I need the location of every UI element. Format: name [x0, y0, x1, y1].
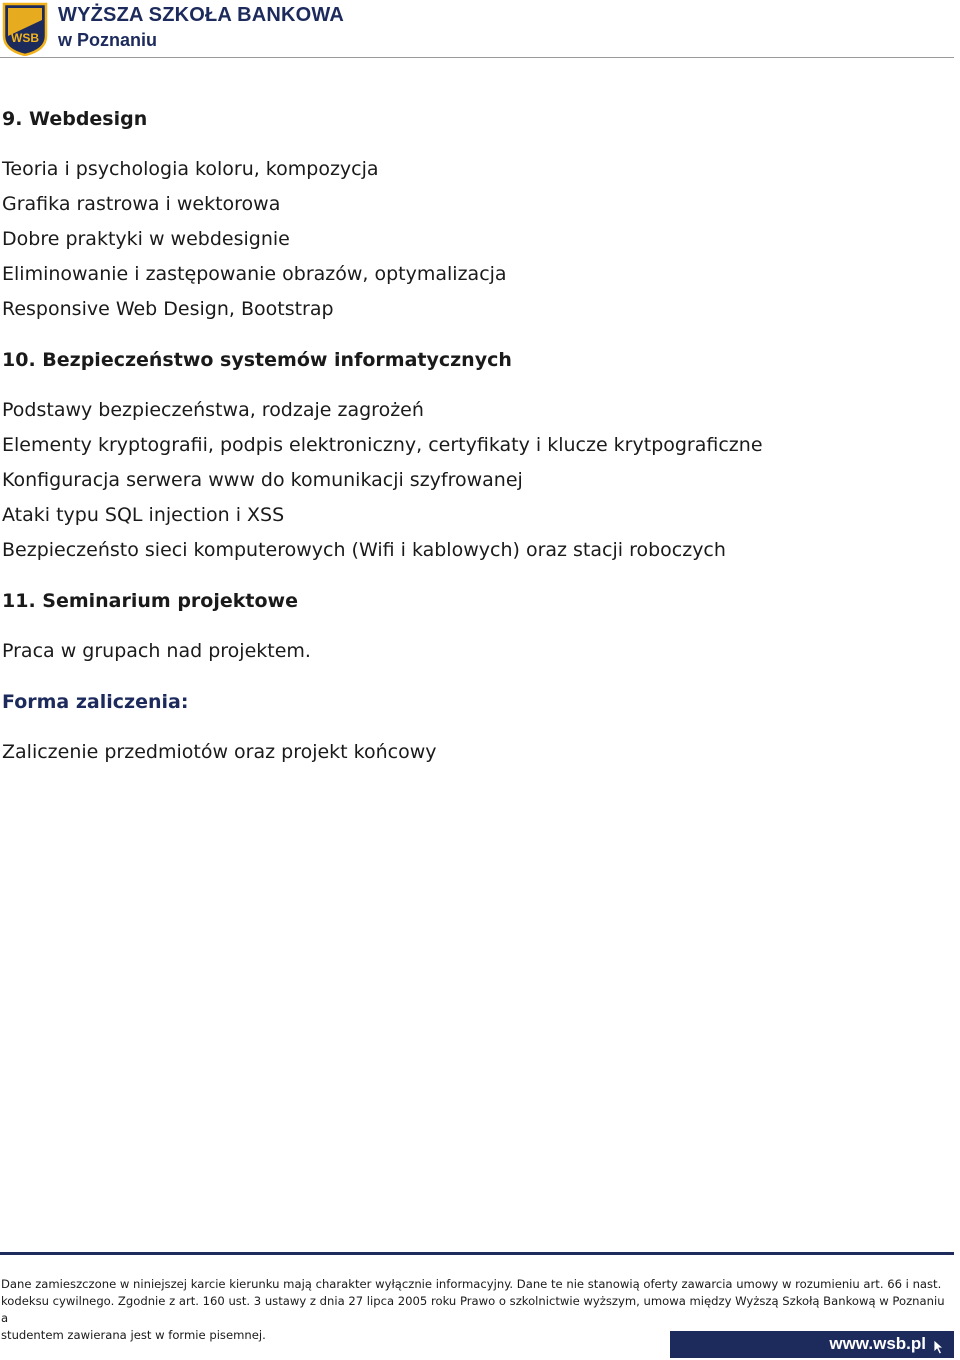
list-item: Elementy kryptografii, podpis elektroniczny, certyfikaty i klucze krytpograficzne [2, 434, 763, 456]
page-header [0, 0, 960, 60]
list-item: Teoria i psychologia koloru, kompozycja [2, 158, 379, 180]
footer-url-bar[interactable] [670, 1331, 954, 1358]
section-title: 11. Seminarium projektowe [2, 590, 298, 612]
list-item: Eliminowanie i zastępowanie obrazów, optymalizacja [2, 263, 507, 285]
list-item: Praca w grupach nad projektem. [2, 640, 311, 662]
disclaimer-line: studentem zawierana jest w formie pisemnej. [1, 1328, 266, 1342]
university-city: w Poznaniu [58, 30, 157, 50]
university-name: WYŻSZA SZKOŁA BANKOWA [58, 4, 345, 26]
wsb-shield-logo-icon [2, 2, 48, 56]
cursor-arrow-icon [933, 1339, 945, 1355]
course-content [2, 104, 952, 770]
section-seminar [2, 586, 952, 669]
logo-badge-text: WSB [11, 31, 39, 45]
list-item: Konfiguracja serwera www do komunikacji szyfrowanej [2, 469, 523, 491]
list-item: Responsive Web Design, Bootstrap [2, 298, 334, 320]
disclaimer-line: kodeksu cywilnego. Zgodnie z art. 160 ust. 3 ustawy z dnia 27 lipca 2005 roku Prawo o szkolnictwie wyższym, umowa między Wyższą Szkołą Bankową w Poznaniu a [1, 1294, 945, 1325]
assessment-title: Forma zaliczenia: [2, 691, 189, 713]
list-item: Podstawy bezpieczeństwa, rodzaje zagrożeń [2, 399, 424, 421]
assessment-text: Zaliczenie przedmiotów oraz projekt końcowy [2, 741, 437, 763]
section-assessment [2, 687, 952, 770]
disclaimer-line: Dane zamieszczone w niniejszej karcie kierunku mają charakter wyłącznie informacyjny. Dane te nie stanowią oferty zawarcia umowy w rozumieniu art. 66 i nast. [1, 1277, 942, 1291]
list-item: Grafika rastrowa i wektorowa [2, 193, 281, 215]
section-webdesign [2, 104, 952, 327]
section-title: 10. Bezpieczeństwo systemów informatycznych [2, 349, 512, 371]
website-link[interactable]: www.wsb.pl [829, 1334, 926, 1353]
list-item: Ataki typu SQL injection i XSS [2, 504, 285, 526]
section-security [2, 345, 952, 568]
header-divider [0, 57, 954, 58]
list-item: Dobre praktyki w webdesignie [2, 228, 290, 250]
section-title: 9. Webdesign [2, 108, 148, 130]
list-item: Bezpieczeństo sieci komputerowych (Wifi i kablowych) oraz stacji roboczych [2, 539, 726, 561]
footer-divider [0, 1252, 954, 1255]
